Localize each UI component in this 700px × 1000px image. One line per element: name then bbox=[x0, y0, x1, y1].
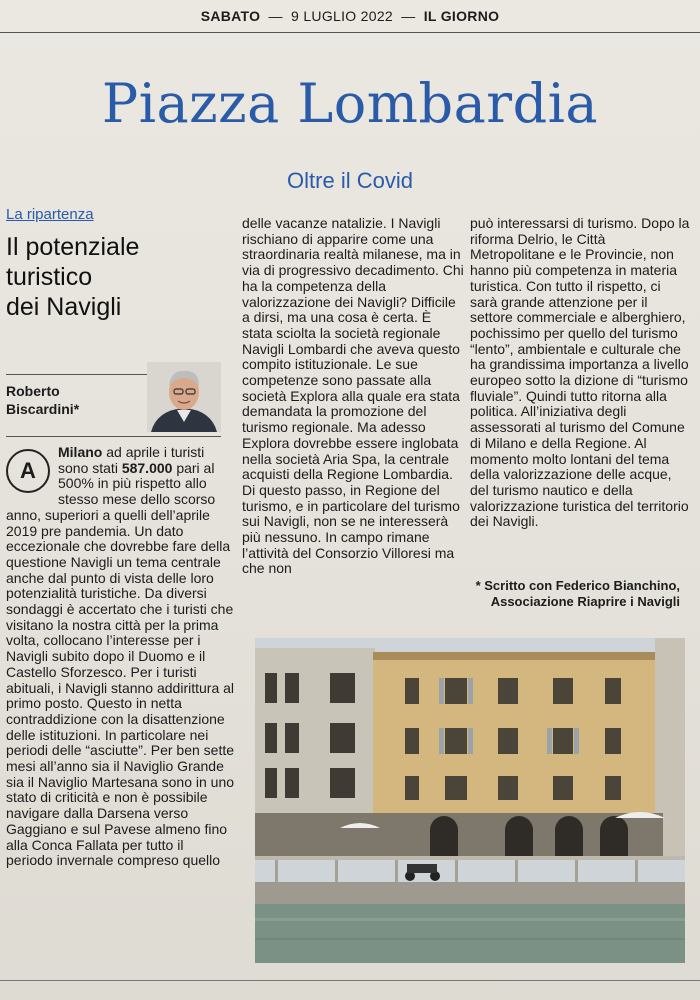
author-last-name: Biscardini* bbox=[6, 401, 80, 417]
body-text: può interessarsi di turismo. Dopo la riforma Delrio, le Città Metropolitane e le Provincie, non hanno più competenza in materia turistica. Con tutto il rispetto, ci sarà grande attenzione per il settore commerciale e alberghiero, pochissimo per quello del turismo “lento”, ambientale e culturale che ha grandissima importanza a livello europeo sotto la dizione di “turismo fluviale”. Quindi tutto ritorna alla politica. All’iniziativa degli assessorati al turismo del Comune di Milano e della Regione. Al momento molto lontani del tema della valorizzazione delle acque, del turismo nautico e della valorizzazione turistica del territorio dei Navigli. bbox=[470, 215, 690, 530]
body-text: delle vacanze natalizie. I Navigli rischiano di apparire come una straordinaria realtà milanese, ma in via di progressivo decadimento. Chi ha la competenza della valorizzazione dei Navigli? Difficile a dirsi, ma una cosa è certa. È stata sciolta la società regionale Navigli Lombardi che aveva questo compito istituzionale. Le sue competenze sono passate alla società Explora alla quale era stata demandata la promozione del turismo regionale. Ma adesso Explora dovrebbe essere inglobata nella società Aria Spa, la centrale acquisti della Regione Lombardia. Di questo passo, in Regione del turismo, e in particolare del turismo sui Navigli, non se ne interesserà più nessuno. In campo rimane l’attività del Consorzio Villoresi ma che non bbox=[242, 215, 464, 577]
section-subtitle: Oltre il Covid bbox=[287, 168, 413, 193]
headline-line: Il potenziale bbox=[6, 233, 140, 261]
article-headline bbox=[6, 232, 216, 322]
article-kicker: La ripartenza bbox=[6, 206, 94, 223]
masthead-day: SABATO bbox=[200, 8, 261, 24]
lead-text: ad aprile i turisti sono stati bbox=[58, 444, 205, 476]
masthead-paper-name: IL GIORNO bbox=[423, 8, 500, 24]
lead-figure: 587.000 bbox=[121, 459, 173, 476]
masthead-separator: — bbox=[268, 8, 283, 24]
headline-line: dei Navigli bbox=[6, 293, 122, 321]
section-title: Piazza Lombardia bbox=[101, 72, 599, 135]
masthead bbox=[0, 8, 700, 24]
article-column-3 bbox=[470, 216, 690, 530]
headline-line: turistico bbox=[6, 263, 93, 291]
body-text: pari al 500% in più rispetto allo stesso mese dello scorso anno, superiori a quelli dell’aprile 2019 pre pandemia. Un dato eccezionale che dovrebbe fare della questione Navigli un tema centrale anche dal punto di vista delle loro potenzialità turistiche. Da diversi sondaggi è accertato che i turisti che visitano la nostra città per la prima volta, collocano l’interesse per i Navigli subito dopo il Duomo e il Castello Sforzesco. Per i turisti abituali, i Navigli stanno addirittura al primo posto. Questo in netta contraddizione con la disattenzione delle istituzioni. In particolare nei periodi delle “asciutte”. Per ben sette mesi all’anno sia il Naviglio Grande sia il Naviglio Martesana sono in uno stato di criticità e non è possibile navigare dalla Darsena verso Gaggiano e sul Pavese almeno fino alla Conca Fallata per tutto il periodo invernale compreso quello bbox=[6, 459, 235, 869]
author-first-name: Roberto bbox=[6, 383, 60, 399]
article-column-1 bbox=[6, 445, 234, 869]
byline-divider bbox=[6, 436, 221, 437]
top-divider bbox=[0, 32, 700, 33]
article-footnote: * Scritto con Federico Bianchino, Associazione Riaprire i Navigli bbox=[475, 578, 680, 609]
article-column-2 bbox=[242, 216, 464, 577]
drop-cap: A bbox=[6, 449, 50, 493]
masthead-separator: — bbox=[401, 8, 416, 24]
bottom-divider bbox=[0, 980, 700, 981]
author-photo bbox=[147, 362, 221, 432]
author-byline bbox=[6, 382, 79, 418]
lead-location: Milano bbox=[58, 444, 103, 460]
masthead-date: 9 LUGLIO 2022 bbox=[291, 8, 394, 24]
navigli-photo bbox=[255, 638, 685, 963]
